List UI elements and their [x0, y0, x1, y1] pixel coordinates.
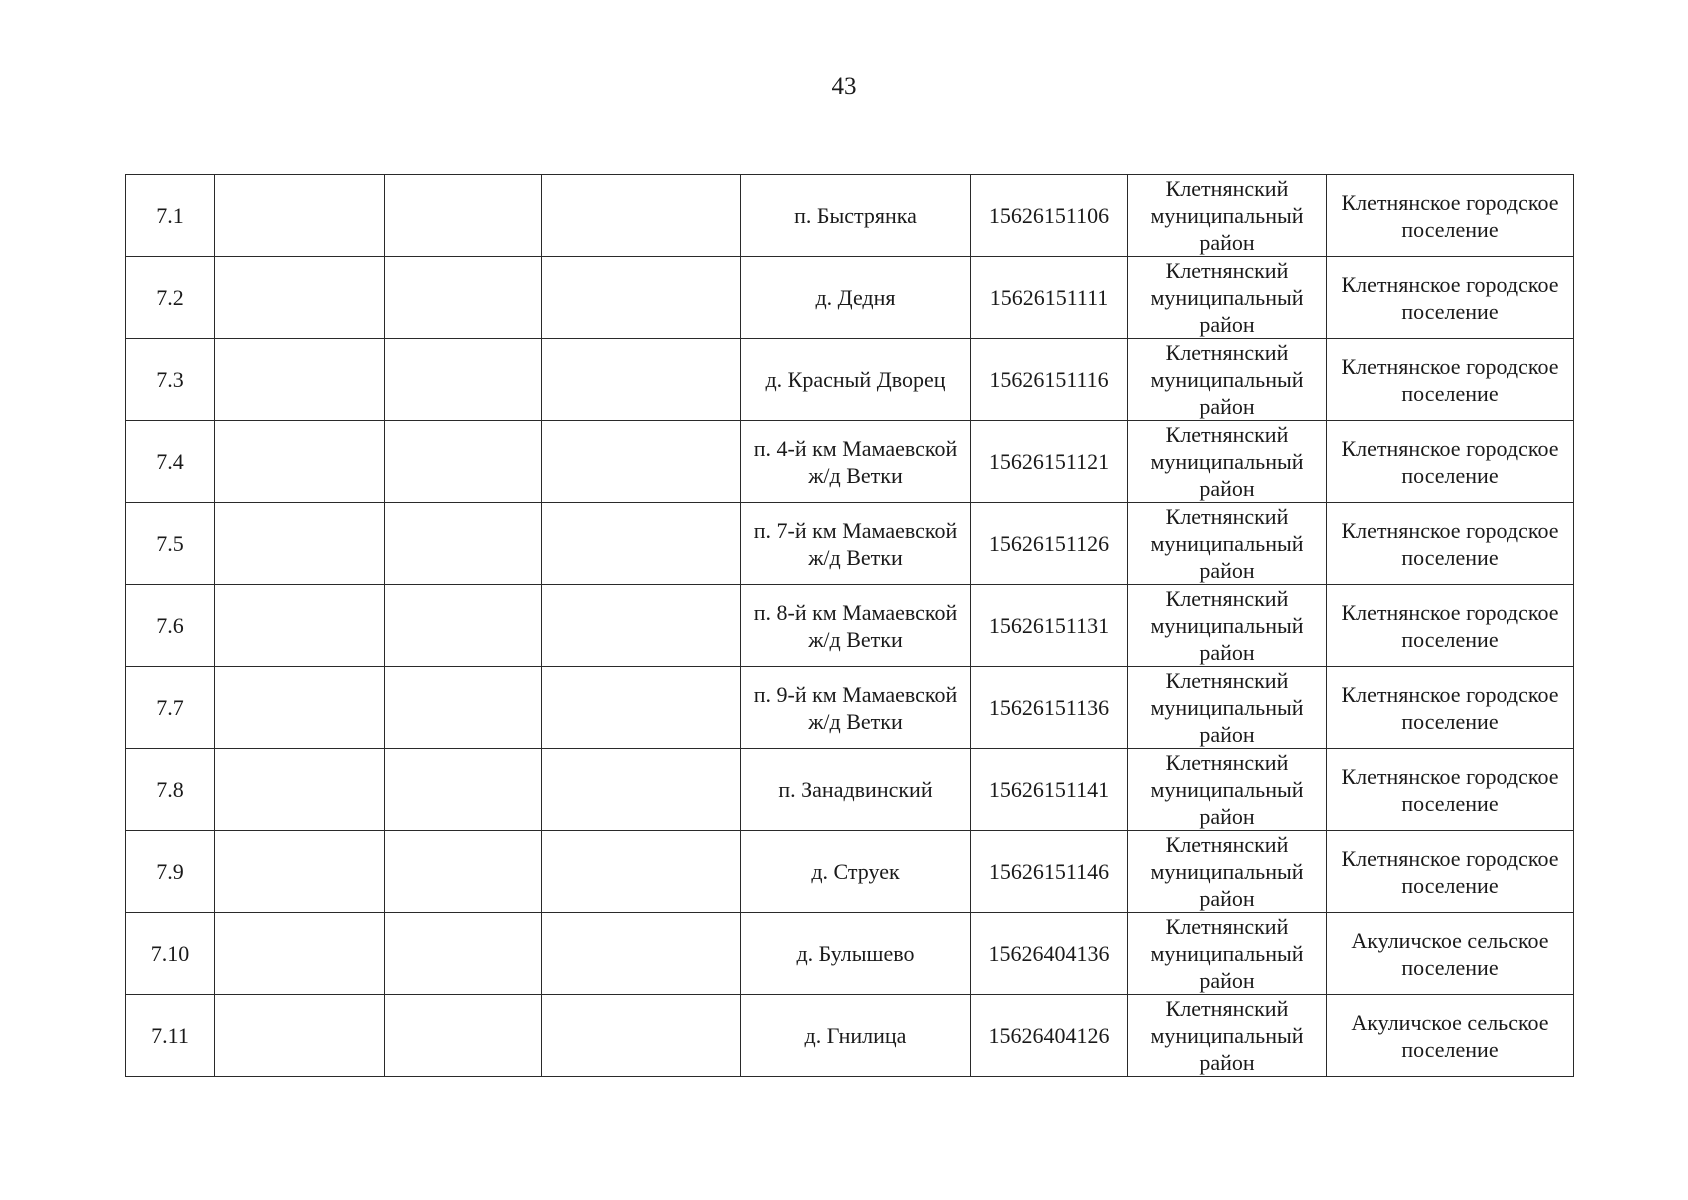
- oktmo-code-cell: 15626151131: [971, 585, 1128, 667]
- oktmo-code-cell: 15626151116: [971, 339, 1128, 421]
- empty-cell-1: [215, 749, 385, 831]
- row-number-cell: 7.8: [126, 749, 215, 831]
- oktmo-code-cell: 15626151146: [971, 831, 1128, 913]
- row-number-cell: 7.6: [126, 585, 215, 667]
- table-row: [126, 503, 1574, 585]
- empty-cell-3: [542, 995, 741, 1077]
- row-number-cell: 7.11: [126, 995, 215, 1077]
- table-row: [126, 175, 1574, 257]
- empty-cell-1: [215, 831, 385, 913]
- empty-cell-2: [385, 339, 542, 421]
- table-row: [126, 749, 1574, 831]
- empty-cell-2: [385, 257, 542, 339]
- empty-cell-1: [215, 257, 385, 339]
- municipal-settlement-cell: Клетнянское городское поселение: [1327, 503, 1574, 585]
- settlement-name-cell: д. Струек: [741, 831, 971, 913]
- empty-cell-3: [542, 175, 741, 257]
- municipal-settlement-cell: Клетнянское городское поселение: [1327, 421, 1574, 503]
- table-row: [126, 995, 1574, 1077]
- municipal-settlement-cell: Клетнянское городское поселение: [1327, 749, 1574, 831]
- oktmo-code-cell: 15626151136: [971, 667, 1128, 749]
- district-cell: Клетнянский муниципальный район: [1128, 667, 1327, 749]
- empty-cell-1: [215, 421, 385, 503]
- district-cell: Клетнянский муниципальный район: [1128, 995, 1327, 1077]
- oktmo-code-cell: 15626404126: [971, 995, 1128, 1077]
- oktmo-code-cell: 15626151111: [971, 257, 1128, 339]
- empty-cell-2: [385, 831, 542, 913]
- district-cell: Клетнянский муниципальный район: [1128, 339, 1327, 421]
- empty-cell-1: [215, 175, 385, 257]
- row-number-cell: 7.3: [126, 339, 215, 421]
- row-number-cell: 7.4: [126, 421, 215, 503]
- row-number-cell: 7.2: [126, 257, 215, 339]
- municipal-settlement-cell: Клетнянское городское поселение: [1327, 585, 1574, 667]
- settlement-name-cell: п. 8-й км Мамаевской ж/д Ветки: [741, 585, 971, 667]
- municipal-settlement-cell: Акуличское сельское поселение: [1327, 913, 1574, 995]
- municipal-settlement-cell: Клетнянское городское поселение: [1327, 831, 1574, 913]
- row-number-cell: 7.7: [126, 667, 215, 749]
- municipal-settlement-cell: Клетнянское городское поселение: [1327, 175, 1574, 257]
- empty-cell-2: [385, 667, 542, 749]
- empty-cell-2: [385, 913, 542, 995]
- oktmo-code-cell: 15626151141: [971, 749, 1128, 831]
- table-row: [126, 667, 1574, 749]
- empty-cell-2: [385, 175, 542, 257]
- table-row: [126, 421, 1574, 503]
- district-cell: Клетнянский муниципальный район: [1128, 257, 1327, 339]
- empty-cell-3: [542, 913, 741, 995]
- empty-cell-3: [542, 339, 741, 421]
- settlement-name-cell: п. Занадвинский: [741, 749, 971, 831]
- settlement-name-cell: п. 7-й км Мамаевской ж/д Ветки: [741, 503, 971, 585]
- settlement-name-cell: д. Красный Дворец: [741, 339, 971, 421]
- settlement-name-cell: д. Гнилица: [741, 995, 971, 1077]
- settlement-name-cell: п. Быстрянка: [741, 175, 971, 257]
- municipal-settlement-cell: Клетнянское городское поселение: [1327, 339, 1574, 421]
- row-number-cell: 7.5: [126, 503, 215, 585]
- empty-cell-3: [542, 585, 741, 667]
- empty-cell-3: [542, 421, 741, 503]
- district-cell: Клетнянский муниципальный район: [1128, 913, 1327, 995]
- oktmo-code-cell: 15626404136: [971, 913, 1128, 995]
- district-cell: Клетнянский муниципальный район: [1128, 421, 1327, 503]
- settlement-name-cell: д. Булышево: [741, 913, 971, 995]
- empty-cell-1: [215, 585, 385, 667]
- settlements-table: [125, 174, 1574, 1077]
- table-body: [126, 175, 1574, 1077]
- district-cell: Клетнянский муниципальный район: [1128, 503, 1327, 585]
- row-number-cell: 7.10: [126, 913, 215, 995]
- empty-cell-1: [215, 503, 385, 585]
- district-cell: Клетнянский муниципальный район: [1128, 585, 1327, 667]
- table-row: [126, 913, 1574, 995]
- settlement-name-cell: п. 4-й км Мамаевской ж/д Ветки: [741, 421, 971, 503]
- district-cell: Клетнянский муниципальный район: [1128, 175, 1327, 257]
- table-row: [126, 585, 1574, 667]
- row-number-cell: 7.1: [126, 175, 215, 257]
- empty-cell-1: [215, 913, 385, 995]
- oktmo-code-cell: 15626151106: [971, 175, 1128, 257]
- empty-cell-3: [542, 749, 741, 831]
- table-row: [126, 831, 1574, 913]
- empty-cell-2: [385, 749, 542, 831]
- district-cell: Клетнянский муниципальный район: [1128, 749, 1327, 831]
- settlement-name-cell: п. 9-й км Мамаевской ж/д Ветки: [741, 667, 971, 749]
- empty-cell-3: [542, 831, 741, 913]
- row-number-cell: 7.9: [126, 831, 215, 913]
- empty-cell-3: [542, 257, 741, 339]
- empty-cell-2: [385, 585, 542, 667]
- table-row: [126, 339, 1574, 421]
- empty-cell-2: [385, 995, 542, 1077]
- empty-cell-2: [385, 503, 542, 585]
- settlement-name-cell: д. Дедня: [741, 257, 971, 339]
- empty-cell-1: [215, 667, 385, 749]
- district-cell: Клетнянский муниципальный район: [1128, 831, 1327, 913]
- municipal-settlement-cell: Клетнянское городское поселение: [1327, 257, 1574, 339]
- empty-cell-2: [385, 421, 542, 503]
- page-number: 43: [831, 73, 857, 100]
- municipal-settlement-cell: Клетнянское городское поселение: [1327, 667, 1574, 749]
- empty-cell-1: [215, 995, 385, 1077]
- empty-cell-3: [542, 503, 741, 585]
- oktmo-code-cell: 15626151121: [971, 421, 1128, 503]
- empty-cell-1: [215, 339, 385, 421]
- oktmo-code-cell: 15626151126: [971, 503, 1128, 585]
- empty-cell-3: [542, 667, 741, 749]
- table-row: [126, 257, 1574, 339]
- municipal-settlement-cell: Акуличское сельское поселение: [1327, 995, 1574, 1077]
